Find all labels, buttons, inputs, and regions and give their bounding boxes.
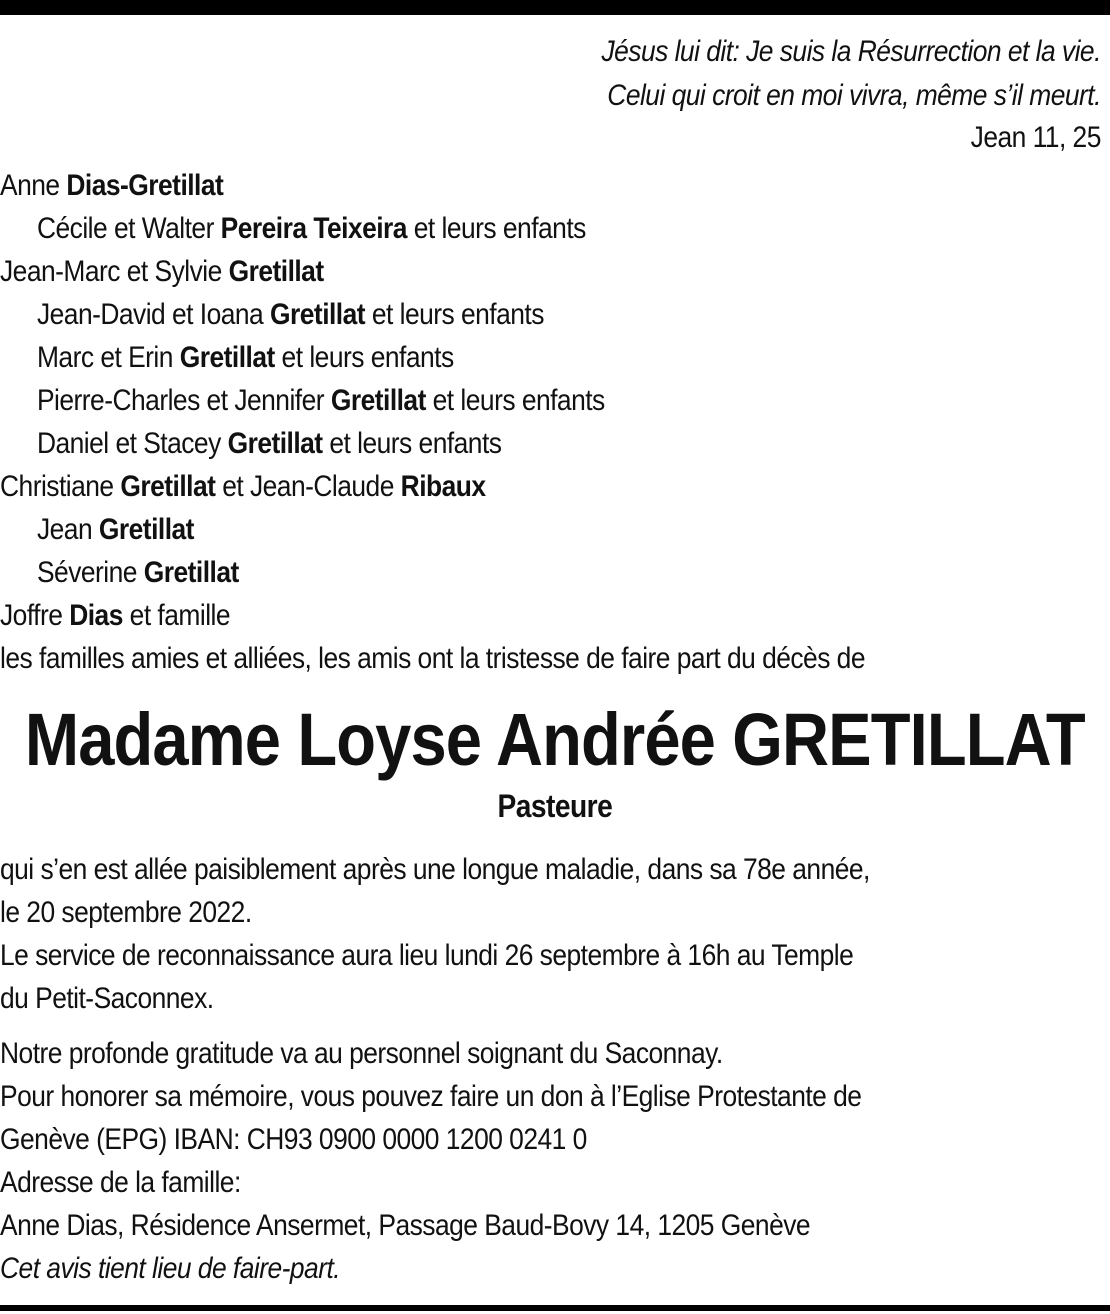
paragraph-line: du Petit-Saconnex. (0, 982, 214, 1015)
paragraph-line: qui s’en est allée paisiblement après une longue maladie, dans sa 78e année, (0, 853, 870, 886)
obituary-notice (0, 30, 1110, 1290)
paragraph-details (0, 848, 1110, 1020)
top-border-rule (0, 0, 1110, 15)
family-member: Anne Dias-Gretillat (0, 169, 224, 202)
family-member: Jean-David et Ioana Gretillat et leurs enfants (36, 298, 544, 331)
family-member: Pierre-Charles et Jennifer Gretillat et leurs enfants (36, 384, 605, 417)
family-member: Jean Gretillat (36, 513, 194, 546)
paragraph-gratitude (0, 1032, 1110, 1290)
family-member: Marc et Erin Gretillat et leurs enfants (36, 341, 454, 374)
epigraph-reference: Jean 11, 25 (970, 121, 1101, 154)
closing-note: Cet avis tient lieu de faire-part. (0, 1252, 341, 1285)
paragraph-line: Adresse de la famille: (0, 1166, 241, 1199)
bottom-border-rule (0, 1305, 1110, 1311)
paragraph-line: Pour honorer sa mémoire, vous pouvez faire un don à l’Eglise Protestante de (0, 1080, 862, 1113)
family-member: Joffre Dias et famille (0, 599, 231, 632)
family-member: Cécile et Walter Pereira Teixeira et leurs enfants (36, 212, 586, 245)
epigraph (0, 30, 1110, 158)
family-member: Daniel et Stacey Gretillat et leurs enfants (36, 427, 502, 460)
family-member: Christiane Gretillat et Jean-Claude Ribaux (0, 470, 486, 503)
paragraph-line: le 20 septembre 2022. (0, 896, 252, 929)
deceased-name: Madame Loyse Andrée GRETILLAT (24, 698, 1085, 781)
deceased-block (0, 698, 1110, 828)
announcement-text: les familles amies et alliées, les amis ont la tristesse de faire part du décès de (0, 642, 865, 675)
paragraph-line: Le service de reconnaissance aura lieu lundi 26 septembre à 16h au Temple (0, 939, 854, 972)
family-address: Anne Dias, Résidence Ansermet, Passage Baud-Bovy 14, 1205 Genève (0, 1209, 811, 1242)
paragraph-line: Genève (EPG) IBAN: CH93 0900 0000 1200 0241 0 (0, 1123, 587, 1156)
epigraph-line-1: Jésus lui dit: Je suis la Résurrection et la vie. (601, 35, 1101, 68)
deceased-title: Pasteure (497, 788, 613, 824)
paragraph-line: Notre profonde gratitude va au personnel soignant du Saconnay. (0, 1037, 723, 1070)
family-list (0, 164, 1110, 680)
epigraph-line-2: Celui qui croit en moi vivra, même s’il meurt. (607, 79, 1101, 112)
family-member: Jean-Marc et Sylvie Gretillat (0, 255, 324, 288)
family-member: Séverine Gretillat (36, 556, 239, 589)
